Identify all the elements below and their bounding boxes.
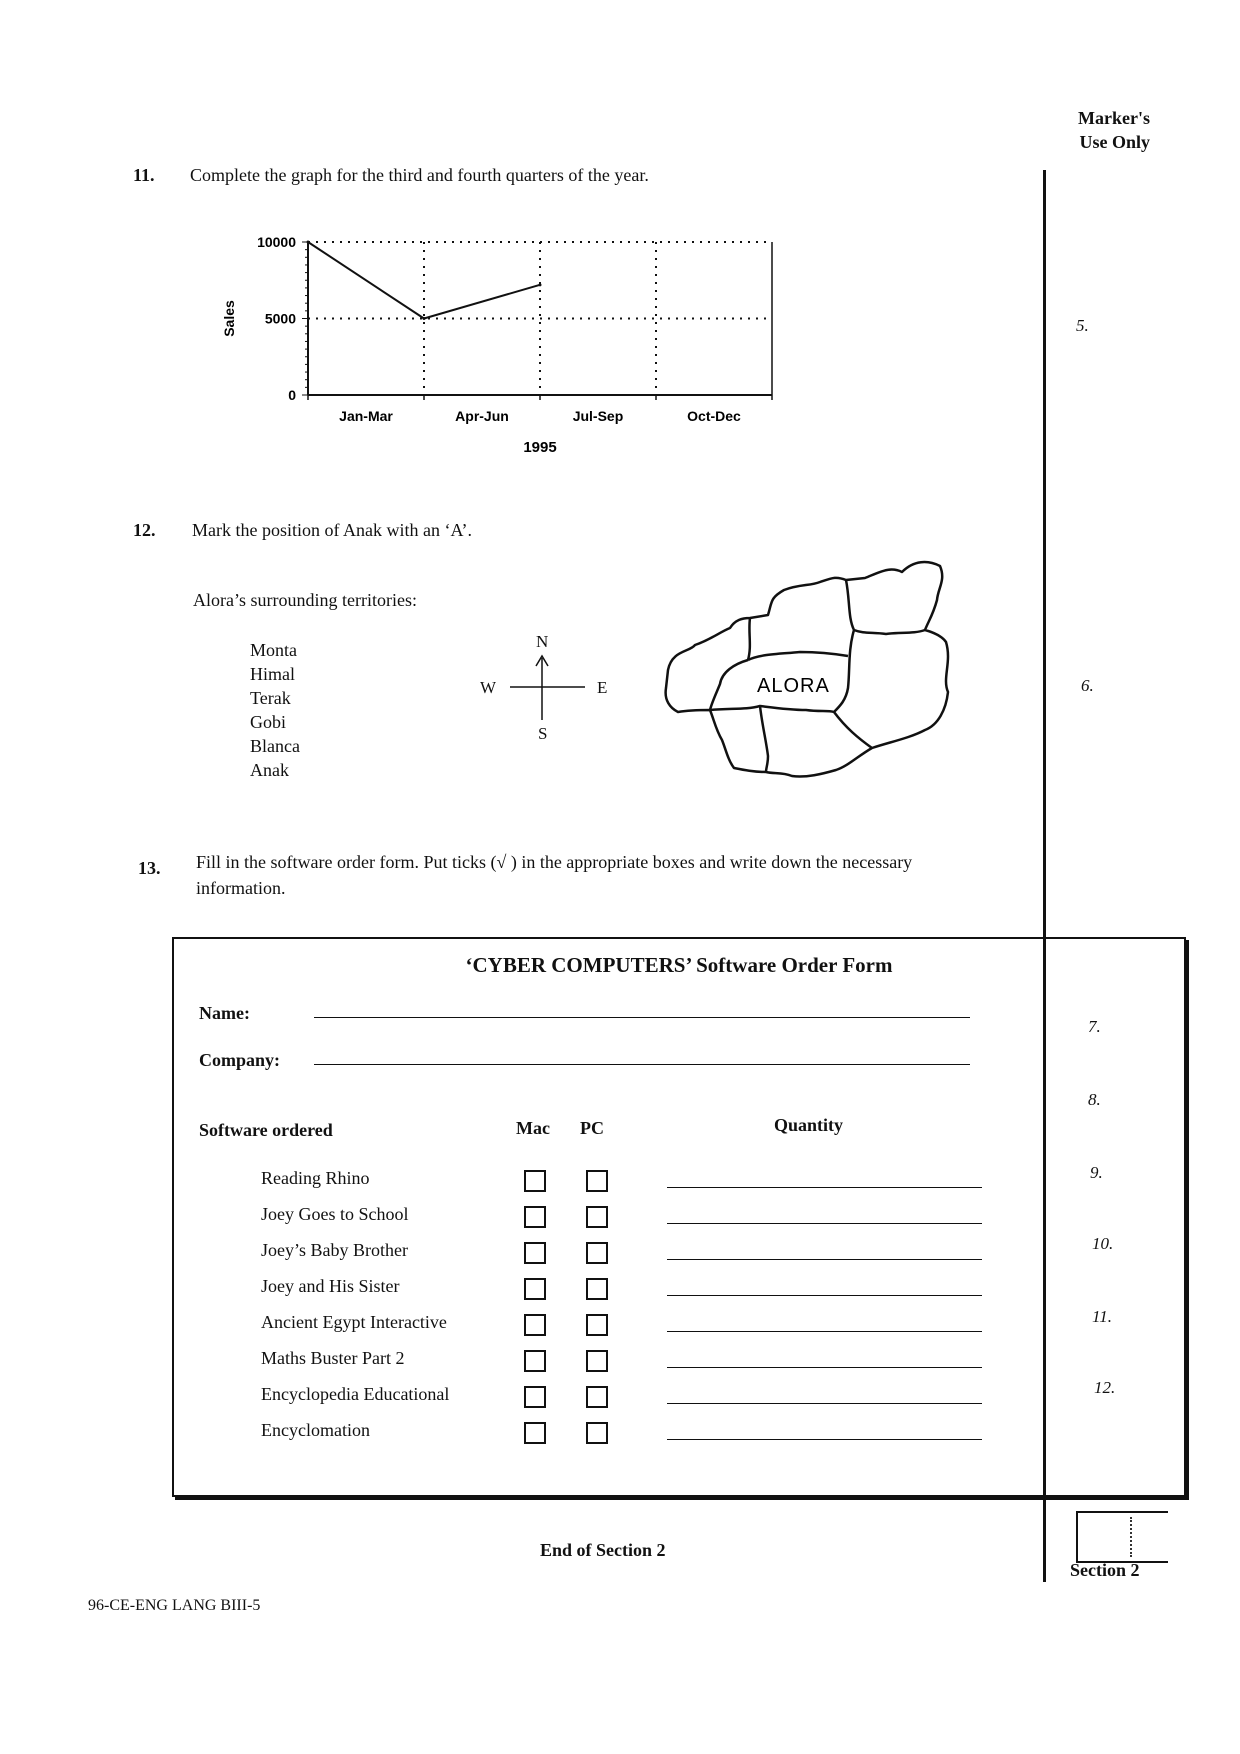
territories-title: Alora’s surrounding territories: bbox=[193, 590, 417, 610]
software-row bbox=[174, 1276, 1184, 1312]
territory-anak: Anak bbox=[250, 760, 289, 780]
software-name: Encyclopedia Educational bbox=[261, 1384, 450, 1404]
sales-data-point bbox=[539, 283, 542, 286]
end-of-section: End of Section 2 bbox=[540, 1540, 666, 1560]
pc-checkbox[interactable] bbox=[586, 1278, 608, 1300]
mac-checkbox[interactable] bbox=[524, 1242, 546, 1264]
pc-checkbox[interactable] bbox=[586, 1314, 608, 1336]
quantity-field[interactable] bbox=[667, 1367, 982, 1368]
mark-5: 5. bbox=[1076, 316, 1089, 335]
software-name: Joey and His Sister bbox=[261, 1276, 400, 1296]
pc-checkbox[interactable] bbox=[586, 1386, 608, 1408]
quantity-field[interactable] bbox=[667, 1295, 982, 1296]
compass-east: E bbox=[597, 678, 608, 697]
compass-cross-icon bbox=[470, 630, 610, 750]
quantity-field[interactable] bbox=[667, 1223, 982, 1224]
sales-data-point bbox=[423, 317, 426, 320]
company-label: Company: bbox=[199, 1050, 281, 1070]
x-tick-label: Apr-Jun bbox=[455, 408, 509, 424]
mac-checkbox[interactable] bbox=[524, 1386, 546, 1408]
company-field[interactable] bbox=[314, 1064, 970, 1065]
mac-checkbox[interactable] bbox=[524, 1422, 546, 1444]
quantity-field[interactable] bbox=[667, 1403, 982, 1404]
quantity-field[interactable] bbox=[667, 1187, 982, 1188]
q11-number: 11. bbox=[133, 165, 155, 185]
software-name: Reading Rhino bbox=[261, 1168, 370, 1188]
software-name: Maths Buster Part 2 bbox=[261, 1348, 405, 1368]
y-axis-title: Sales bbox=[221, 300, 237, 337]
mark-10: 10. bbox=[1092, 1234, 1114, 1253]
mac-checkbox[interactable] bbox=[524, 1206, 546, 1228]
paper-code: 96-CE-ENG LANG BIII-5 bbox=[88, 1597, 261, 1614]
q12-number: 12. bbox=[133, 520, 156, 540]
y-tick-label: 0 bbox=[288, 387, 296, 403]
mac-checkbox[interactable] bbox=[524, 1170, 546, 1192]
mark-7: 7. bbox=[1088, 1017, 1101, 1036]
software-row bbox=[174, 1420, 1184, 1456]
territory-blanca: Blanca bbox=[250, 736, 300, 756]
q12-text: Mark the position of Anak with an ‘A’. bbox=[192, 520, 472, 540]
territory-terak: Terak bbox=[250, 688, 291, 708]
territory-gobi: Gobi bbox=[250, 712, 286, 732]
software-ordered-header: Software ordered bbox=[199, 1120, 333, 1140]
y-tick-label: 5000 bbox=[264, 310, 296, 327]
q13-text-line1: Fill in the software order form. Put ticks (√ ) in the appropriate boxes and write down the necessary bbox=[196, 852, 913, 872]
territory-list bbox=[250, 638, 300, 782]
mac-checkbox[interactable] bbox=[524, 1278, 546, 1300]
pc-checkbox[interactable] bbox=[586, 1170, 608, 1192]
marker-heading-line2: Use Only bbox=[1079, 132, 1150, 152]
pc-checkbox[interactable] bbox=[586, 1206, 608, 1228]
mac-header: Mac bbox=[516, 1118, 550, 1138]
x-tick-label: Oct-Dec bbox=[687, 408, 741, 424]
software-row bbox=[174, 1168, 1184, 1204]
chart-series bbox=[307, 241, 542, 321]
compass bbox=[470, 630, 608, 750]
software-name: Encyclomation bbox=[261, 1420, 370, 1440]
quantity-field[interactable] bbox=[667, 1439, 982, 1440]
mark-8: 8. bbox=[1088, 1090, 1101, 1109]
mark-12: 12. bbox=[1094, 1378, 1116, 1397]
chart-labels bbox=[221, 234, 741, 456]
y-tick-label: 10000 bbox=[257, 234, 296, 250]
software-row bbox=[174, 1384, 1184, 1420]
territory-himal: Himal bbox=[250, 664, 295, 684]
section-label: Section 2 bbox=[1070, 1560, 1140, 1580]
software-row bbox=[174, 1348, 1184, 1384]
pc-checkbox[interactable] bbox=[586, 1422, 608, 1444]
chart-gridlines bbox=[308, 242, 772, 395]
mark-11: 11. bbox=[1092, 1307, 1112, 1326]
mark-6: 6. bbox=[1081, 676, 1094, 695]
name-field[interactable] bbox=[314, 1017, 970, 1018]
map-label-alora: ALORA bbox=[757, 675, 830, 697]
quantity-field[interactable] bbox=[667, 1259, 982, 1260]
software-name: Ancient Egypt Interactive bbox=[261, 1312, 447, 1332]
quantity-field[interactable] bbox=[667, 1331, 982, 1332]
x-tick-label: Jul-Sep bbox=[572, 408, 624, 424]
software-row bbox=[174, 1312, 1184, 1348]
marker-heading bbox=[1040, 106, 1150, 154]
marker-heading-line1: Marker's bbox=[1078, 108, 1150, 128]
section-score-box[interactable] bbox=[1076, 1511, 1168, 1563]
software-name: Joey Goes to School bbox=[261, 1204, 409, 1224]
compass-south: S bbox=[538, 724, 548, 743]
quantity-header: Quantity bbox=[774, 1115, 844, 1135]
form-title: ‘CYBER COMPUTERS’ Software Order Form bbox=[465, 953, 893, 977]
x-axis-title: 1995 bbox=[523, 439, 557, 456]
q13-number: 13. bbox=[138, 858, 161, 878]
pc-header: PC bbox=[580, 1118, 604, 1138]
sales-line-chart bbox=[200, 220, 800, 470]
compass-west: W bbox=[480, 678, 497, 697]
compass-north: N bbox=[536, 632, 549, 651]
territory-map[interactable] bbox=[650, 560, 960, 800]
territory-monta: Monta bbox=[250, 640, 297, 660]
software-name: Joey’s Baby Brother bbox=[261, 1240, 408, 1260]
name-label: Name: bbox=[199, 1003, 250, 1023]
mac-checkbox[interactable] bbox=[524, 1314, 546, 1336]
software-order-form bbox=[172, 937, 1186, 1497]
sales-data-point bbox=[307, 241, 310, 244]
pc-checkbox[interactable] bbox=[586, 1350, 608, 1372]
mark-9: 9. bbox=[1090, 1163, 1103, 1182]
x-tick-label: Jan-Mar bbox=[339, 408, 393, 424]
software-row bbox=[174, 1204, 1184, 1240]
q13-text-line2: information. bbox=[196, 878, 286, 898]
mac-checkbox[interactable] bbox=[524, 1350, 546, 1372]
q11-text: Complete the graph for the third and fourth quarters of the year. bbox=[190, 165, 649, 185]
pc-checkbox[interactable] bbox=[586, 1242, 608, 1264]
chart-axes bbox=[302, 242, 772, 400]
software-row bbox=[174, 1240, 1184, 1276]
